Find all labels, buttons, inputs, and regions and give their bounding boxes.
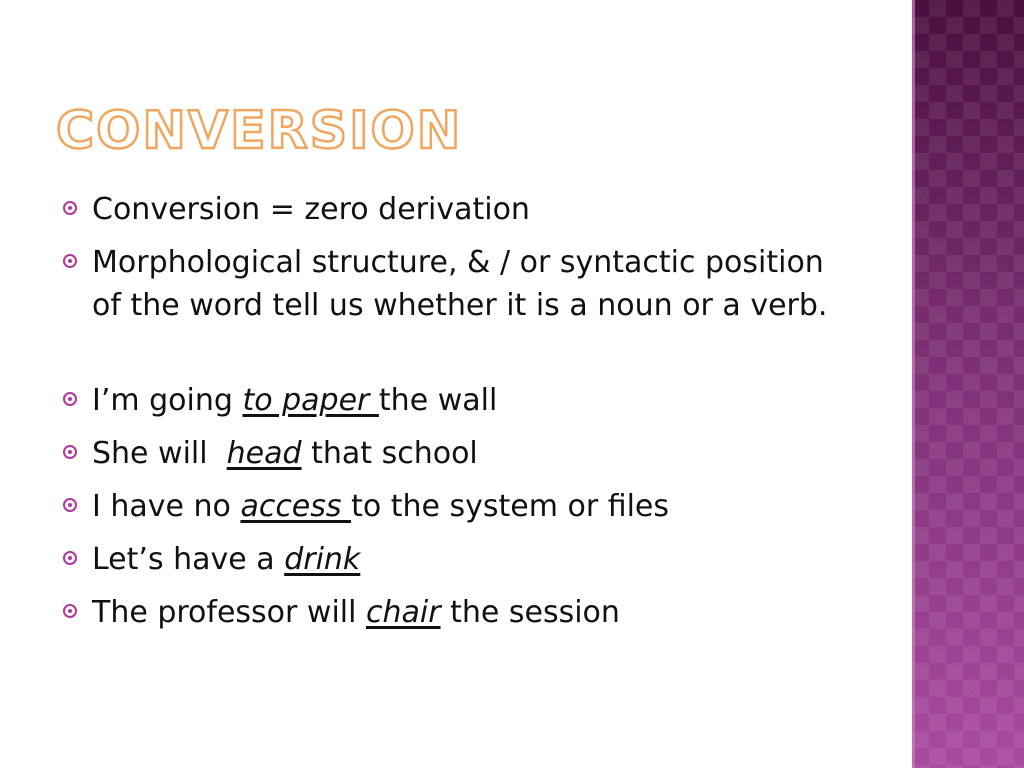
- bullet-item: [62, 591, 842, 634]
- bullet-emphasis-word: head: [226, 436, 302, 471]
- bullet-emphasis-word: drink: [284, 542, 361, 577]
- bullet-list: [62, 188, 842, 644]
- bullet-text: Morphological structure, & / or syntactic position of the word tell us whether it is a noun or a verb.: [92, 245, 828, 323]
- bullet-item: [62, 188, 842, 231]
- radio-bullet-icon: [63, 254, 77, 268]
- bullet-text-tail: the session: [440, 595, 620, 630]
- bullet-emphasis-word: access: [240, 489, 352, 524]
- slide-title: CONVERSION: [56, 101, 463, 161]
- bullet-text: She will: [92, 436, 227, 471]
- bullet-item: [62, 485, 842, 528]
- radio-bullet-icon: [63, 498, 77, 512]
- bullet-emphasis-word: chair: [365, 595, 441, 630]
- bullet-text-tail: to the system or files: [351, 489, 670, 524]
- radio-bullet-icon: [63, 551, 77, 565]
- bullet-text: Let’s have a: [92, 542, 285, 577]
- bullet-text: The professor will: [92, 595, 366, 630]
- bullet-item: [62, 241, 842, 327]
- radio-bullet-icon: [63, 445, 77, 459]
- radio-bullet-icon: [63, 604, 77, 618]
- radio-bullet-icon: [63, 392, 77, 406]
- bullet-text: I’m going: [92, 383, 243, 418]
- bullet-text: Conversion = zero derivation: [92, 192, 530, 227]
- bullet-item: [62, 432, 842, 475]
- bullet-text: I have no: [92, 489, 241, 524]
- bullet-text-tail: that school: [301, 436, 478, 471]
- bullet-item: [62, 379, 842, 422]
- radio-bullet-icon: [63, 201, 77, 215]
- decorative-side-band: [912, 0, 1024, 768]
- bullet-emphasis-word: to paper: [242, 383, 379, 418]
- bullet-text-tail: the wall: [378, 383, 498, 418]
- bullet-item: [62, 538, 842, 581]
